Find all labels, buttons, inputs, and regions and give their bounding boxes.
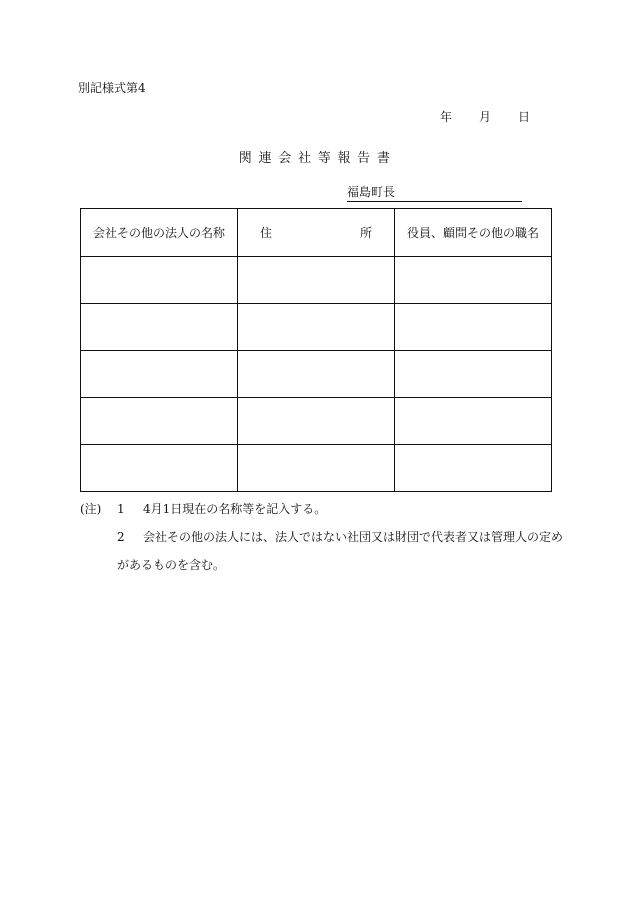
- note-1-text: 4月1日現在の名称等を記入する。: [143, 502, 327, 516]
- cell-company-name[interactable]: [81, 398, 238, 445]
- header-address: [238, 209, 395, 257]
- cell-position[interactable]: [395, 257, 552, 304]
- cell-company-name[interactable]: [81, 445, 238, 492]
- cell-position[interactable]: [395, 398, 552, 445]
- table-row: [81, 257, 552, 304]
- header-address-left: 住: [260, 226, 273, 240]
- cell-company-name[interactable]: [81, 257, 238, 304]
- note-2: [117, 528, 563, 545]
- date-day: 日: [517, 110, 530, 124]
- table-row: [81, 351, 552, 398]
- cell-company-name[interactable]: [81, 351, 238, 398]
- cell-position[interactable]: [395, 445, 552, 492]
- note-2-continuation: があるものを含む。: [117, 558, 226, 572]
- note-2-number: 2: [117, 530, 125, 544]
- note-1-number: 1: [117, 502, 125, 516]
- table-row: [81, 445, 552, 492]
- form-number: 別記様式第4: [78, 81, 146, 95]
- date-year: 年: [440, 110, 453, 124]
- table-header-row: [81, 209, 552, 257]
- note-2-text: 会社その他の法人には、法人ではない社団又は財団で代表者又は管理人の定め: [143, 530, 564, 544]
- notes-label: (注): [80, 502, 102, 516]
- date-line: [440, 108, 530, 125]
- cell-position[interactable]: [395, 304, 552, 351]
- cell-address[interactable]: [238, 351, 395, 398]
- document-title: 関 連 会 社 等 報 告 書: [238, 151, 392, 166]
- table-row: [81, 304, 552, 351]
- report-table: [80, 208, 552, 492]
- addressee: 福島町長: [347, 183, 522, 202]
- cell-position[interactable]: [395, 351, 552, 398]
- header-address-right: 所: [359, 226, 372, 240]
- table-row: [81, 398, 552, 445]
- cell-address[interactable]: [238, 257, 395, 304]
- cell-company-name[interactable]: [81, 304, 238, 351]
- header-company-name: 会社その他の法人の名称: [81, 209, 238, 257]
- date-month: 月: [478, 110, 491, 124]
- cell-address[interactable]: [238, 445, 395, 492]
- cell-address[interactable]: [238, 398, 395, 445]
- note-1: [80, 500, 326, 517]
- header-position: 役員、顧問その他の職名: [395, 209, 552, 257]
- cell-address[interactable]: [238, 304, 395, 351]
